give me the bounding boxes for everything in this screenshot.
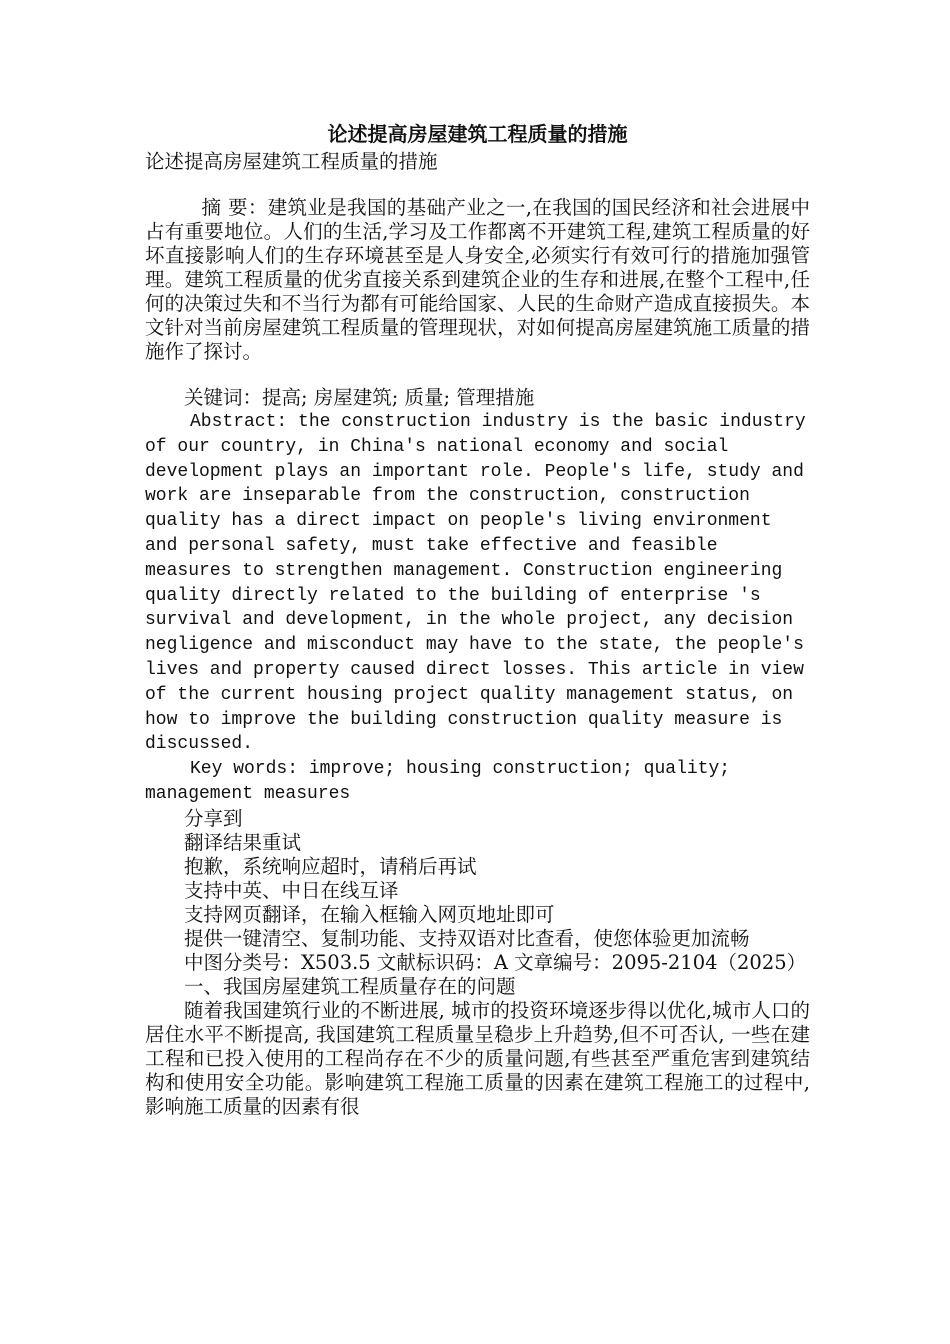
document-title: 论述提高房屋建筑工程质量的措施 — [327, 122, 628, 146]
stray-line-retry: 翻译结果重试 — [184, 830, 302, 854]
section-1-paragraph: 随着我国建筑行业的不断进展, 城市的投资环境逐步得以优化,城市人口的居住水平不断提高, 我国建筑工程质量呈稳步上升趋势,但不可否认, 一些在建工程和已投入使用的工程尚存在不少的质量问题,有些甚至严重危害到建筑结构和使用安全功能。影响建筑工程施工质量的因素在建筑工程施工的过程中,影响施工质量的因素有很 — [145, 998, 810, 1118]
spacer — [145, 364, 810, 386]
document-subtitle: 论述提高房屋建筑工程质量的措施 — [145, 150, 438, 173]
section-1-heading: 一、我国房屋建筑工程质量存在的问题 — [184, 974, 516, 998]
keywords-en: Key words: improve; housing construction; quality; management measures — [145, 759, 731, 804]
stray-line-web-translate: 支持网页翻译，在输入框输入网页地址即可 — [184, 902, 555, 926]
spacer — [145, 174, 810, 196]
stray-line-share: 分享到 — [184, 806, 243, 830]
abstract-en: Abstract: the construction industry is the basic industry of our country, in China's national economy and social development plays an important role. People's life, study and work are inseparable from the construction, construction quality has a direct impact on people's living environment and personal safety, must take effective and feasible measures to strengthen management. Construction engineering quality directly related to the building of enterprise 's survival and development, in the whole project, any decision negligence and misconduct may have to the state, the people's lives and property caused direct losses. This article in view of the current housing project quality management status, on how to improve the building construction quality measure is discussed. — [145, 412, 806, 755]
classification-line: 中图分类号：X503.5 文献标识码：A 文章编号：2095-2104（2025） — [184, 950, 807, 974]
stray-line-features: 提供一键清空、复制功能、支持双语对比查看，使您体验更加流畅 — [184, 926, 750, 950]
abstract-cn: 摘 要：建筑业是我国的基础产业之一,在我国的国民经济和社会进展中占有重要地位。人们的生活,学习及工作都离不开建筑工程,建筑工程质量的好坏直接影响人们的生存环境甚至是人身安全,必须实行有效可行的措施加强管理。建筑工程质量的优劣直接关系到建筑企业的生存和进展,在整个工程中,任何的决策过失和不当行为都有可能给国家、人民的生命财产造成直接损失。本文针对当前房屋建筑工程质量的管理现状，对如何提高房屋建筑施工质量的措施作了探讨。 — [145, 196, 810, 363]
stray-line-timeout: 抱歉，系统响应超时，请稍后再试 — [184, 854, 477, 878]
document-page — [145, 120, 810, 1119]
keywords-cn: 关键词：提高; 房屋建筑; 质量; 管理措施 — [184, 386, 535, 409]
stray-line-languages: 支持中英、中日在线互译 — [184, 878, 399, 902]
